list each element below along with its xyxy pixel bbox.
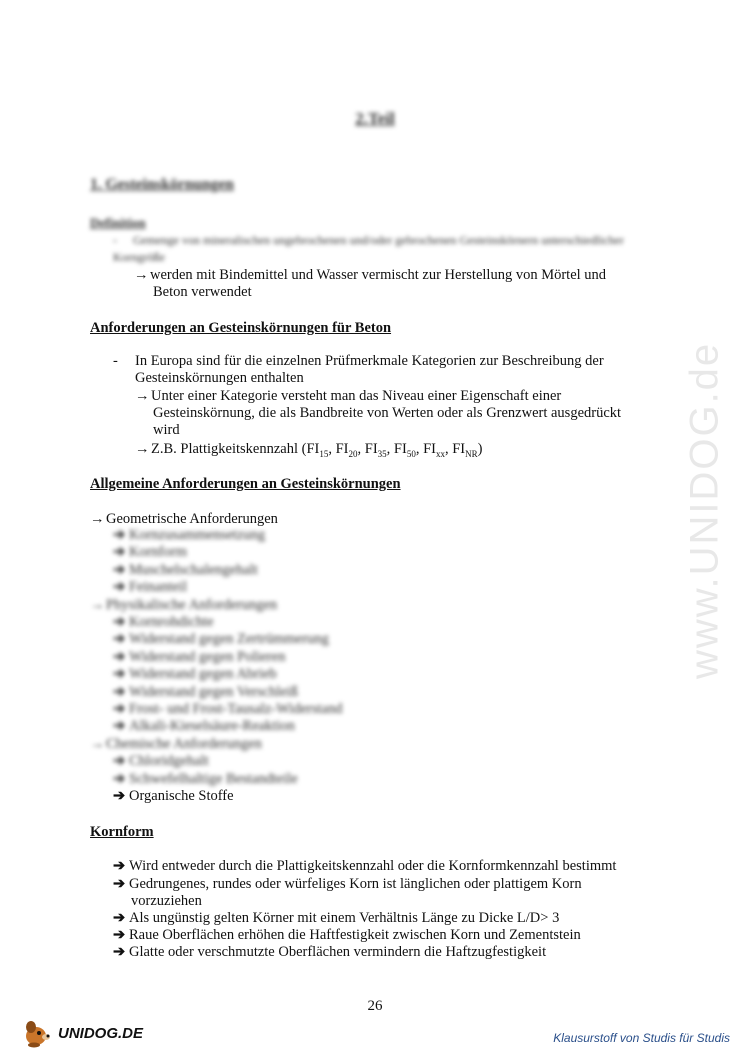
kornform-item-2-line-2: vorzuziehen (131, 893, 202, 909)
part-title: 2.Teil (355, 109, 395, 128)
fi-sub-nr: NR (465, 448, 478, 459)
bold-arrow-icon: ➔ (113, 648, 126, 665)
phys-item (113, 718, 295, 735)
arrow-icon: → (90, 511, 105, 527)
kornform-heading: Kornform (90, 824, 154, 840)
phys-item-text: Frost- und Frost-Tausalz-Widerstand (129, 701, 343, 717)
definition-heading: Definition (90, 215, 146, 230)
anforderungen-bullet-text: In Europa sind für die einzelnen Prüfmerkmale Kategorien zur Beschreibung der (135, 353, 604, 369)
chem-label (90, 736, 262, 753)
bold-arrow-icon: ➔ (113, 683, 126, 700)
bold-arrow-icon: ➔ (113, 770, 126, 787)
chem-item-text: Chloridgehalt (129, 753, 209, 770)
kornform-item-5-text: Glatte oder verschmutzte Oberflächen vermindern die Haftzugfestigkeit (129, 944, 547, 960)
definition-arrow-line (134, 267, 606, 284)
bold-arrow-icon: ➔ (113, 561, 126, 578)
phys-label-text: Physikalische Anforderungen (106, 596, 278, 613)
fi-sub-35: 35 (377, 448, 387, 459)
phys-item-text: Widerstand gegen Polieren (129, 648, 286, 665)
fi-sub-xx: xx (435, 448, 445, 459)
kornform-item-3 (113, 910, 559, 927)
bold-arrow-icon: ➔ (113, 788, 126, 804)
dog-mascot-icon (22, 1018, 56, 1048)
fi-sub-20: 20 (348, 448, 358, 459)
phys-item (113, 614, 214, 631)
anforderungen-bullet (113, 353, 604, 370)
anforderungen-arrow-1-text: Unter einer Kategorie versteht man das Niveau einer Eigenschaft einer (151, 388, 562, 404)
phys-item (113, 631, 329, 648)
chem-label-text: Chemische Anforderungen (106, 735, 262, 752)
definition-item (113, 232, 653, 266)
phys-item-text: Widerstand gegen Zertrümmerung (129, 631, 329, 648)
geo-item-text: Kornzusammensetzung (129, 527, 266, 543)
anforderungen-bullet-line-2: Gesteinskörnungen enthalten (135, 370, 304, 386)
bold-arrow-icon: ➔ (113, 858, 126, 874)
phys-item-text: Widerstand gegen Abrieb (129, 666, 277, 683)
anforderungen-arrow-1 (135, 388, 561, 405)
page-number: 26 (367, 998, 383, 1014)
kornform-item-5 (113, 944, 546, 961)
geo-item (113, 579, 187, 596)
anforderungen-arrow-1-line-3: wird (153, 422, 180, 438)
definition-arrow-text: werden mit Bindemittel und Wasser vermischt zur Herstellung von Mörtel und (150, 267, 607, 283)
geo-item (113, 527, 265, 544)
phys-item-text: Kornrohdichte (129, 614, 214, 630)
dash-marker: - (113, 353, 118, 369)
bold-arrow-icon: ➔ (113, 927, 126, 943)
bold-arrow-icon: ➔ (113, 544, 126, 561)
kornform-item-3-text: Als ungünstig gelten Körner mit einem Verhältnis Länge zu Dicke L/D> 3 (129, 910, 560, 926)
arrow-icon: → (135, 388, 150, 404)
kornform-item-1-text: Wird entweder durch die Plattigkeitskennzahl oder die Kornformkennzahl bestimmt (129, 858, 617, 874)
kornform-item-4 (113, 927, 581, 944)
allgemein-heading: Allgemeine Anforderungen an Gesteinskörnungen (90, 476, 401, 492)
phys-item-text: Widerstand gegen Verschleiß (129, 683, 299, 700)
bold-arrow-icon: ➔ (113, 910, 126, 926)
bold-arrow-icon: ➔ (113, 876, 126, 892)
arrow-icon: → (134, 267, 149, 283)
geo-label-line (90, 511, 278, 528)
bold-arrow-icon: ➔ (113, 701, 126, 717)
section-title: 1. Gesteinskörnungen (90, 176, 234, 193)
watermark-text: www.UNIDOG.de (682, 341, 727, 679)
definition-arrow-line-2: Beton verwendet (153, 284, 252, 300)
chem-item (113, 753, 209, 770)
footer-tagline: Klausurstoff von Studis für Studis (553, 1031, 730, 1045)
chem-item-text: Schwefelhaltige Bestandteile (129, 770, 298, 787)
phys-item (113, 701, 342, 718)
anforderungen-heading: Anforderungen an Gesteinskörnungen für Beton (90, 320, 392, 336)
chem-item (113, 771, 298, 788)
unidog-logo (22, 1018, 143, 1048)
phys-label (90, 597, 277, 614)
bold-arrow-icon: ➔ (113, 631, 126, 648)
geo-item (113, 562, 258, 579)
fi-sub-15: 15 (319, 448, 329, 459)
phys-item (113, 666, 277, 683)
arrow-icon: → (90, 735, 105, 752)
geo-item-text: Muschelschalengehalt (129, 561, 258, 578)
chem-item-last (113, 788, 234, 805)
phys-item-text: Alkali-Kieselsäure-Reaktion (129, 718, 295, 735)
bold-arrow-icon: ➔ (113, 944, 126, 960)
bold-arrow-icon: ➔ (113, 527, 126, 543)
bold-arrow-icon: ➔ (113, 579, 126, 596)
phys-item (113, 684, 298, 701)
geo-item-text: Feinanteil (129, 579, 187, 596)
logo-text: UNIDOG.DE (58, 1024, 144, 1042)
arrow-icon: → (135, 441, 150, 457)
plattigkeit-prefix: Z.B. Plattigkeitskennzahl (FI (151, 441, 320, 457)
kornform-item-1 (113, 858, 616, 875)
chem-item-last-text: Organische Stoffe (129, 788, 234, 804)
phys-item (113, 649, 285, 666)
bold-arrow-icon: ➔ (113, 718, 126, 735)
geo-item-text: Kornform (129, 544, 187, 561)
bold-arrow-icon: ➔ (113, 614, 126, 630)
fi-sub-50: 50 (406, 448, 416, 459)
bold-arrow-icon: ➔ (113, 666, 126, 683)
arrow-icon: → (90, 596, 105, 613)
geo-item (113, 544, 187, 561)
kornform-item-2-text: Gedrungenes, rundes oder würfeliges Korn ist länglichen oder plattigem Korn (129, 876, 582, 892)
bold-arrow-icon: ➔ (113, 753, 126, 770)
kornform-item-2 (113, 876, 582, 893)
kornform-item-4-text: Raue Oberflächen erhöhen die Haftfestigkeit zwischen Korn und Zementstein (129, 927, 581, 943)
geo-label: Geometrische Anforderungen (106, 511, 278, 527)
definition-item-text: Gemenge von mineralischen ungebrochenen und/oder gebrochenen Gesteinskörnern unterschiedlicher Korngröße (113, 233, 624, 264)
anforderungen-arrow-1-line-2: Gesteinskörnung, die als Bandbreite von Werten oder als Grenzwert ausgedrückt (153, 405, 622, 421)
anforderungen-arrow-2: → Z.B. Plattigkeitskennzahl ($FI_{15}$, $FI_{20}$, $FI_{35}$, $FI_{50}$, $FI_{xx}$, $FI_{NR}$) (135, 441, 483, 459)
dash-marker: - (113, 233, 117, 247)
